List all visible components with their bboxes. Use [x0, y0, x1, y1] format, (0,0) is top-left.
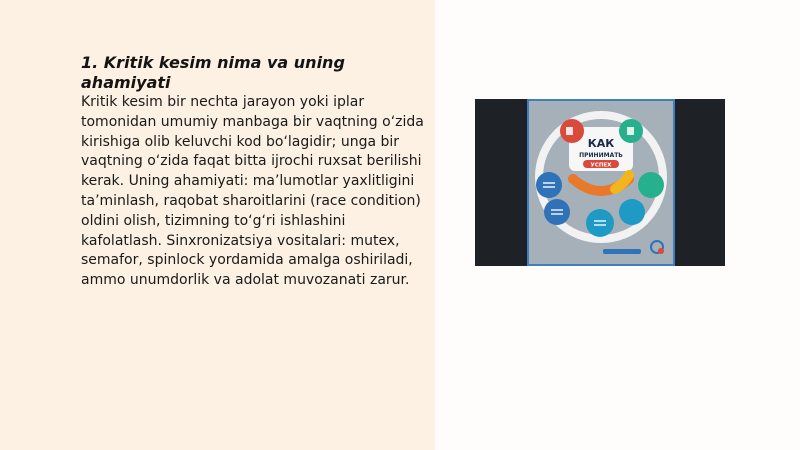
- slide-body-text: Kritik kesim bir nechta jarayon yoki iplar tomonidan umumiy manbaga bir vaqtning o‘zida kirishiga olib keluvchi kod bo‘lagidir; unga bir vaqtning o‘zida faqat bitta ijrochi ruxsat berilishi kerak. Uning ahamiyati: ma’lumotlar yaxlitligini ta’minlash, raqobat sharoitlarini (race condition) oldini olish, tizimning to‘g‘ri ishlashini kafolatlash. Sinxronizatsiya vositalari: mutex, semafor, spinlock yordamida amalga oshiriladi, ammo unumdorlik va adolat muvozanati zarur.: [81, 94, 424, 289]
- right-top-bubble-icon: [638, 172, 664, 198]
- infographic-artwork: [475, 99, 725, 266]
- right-bottom-bubble-icon: [619, 199, 645, 225]
- poster-subheading: ПРИНИМАТЬ: [579, 152, 623, 159]
- poster-heading: КАК: [587, 137, 615, 150]
- slide-title: 1. Kritik kesim nima va uning ahamiyati: [81, 53, 345, 92]
- poster-badge-label: УСПЕХ: [590, 162, 612, 169]
- left-top-bubble-icon: [536, 172, 562, 198]
- bottom-bubble-icon: [586, 209, 614, 237]
- footer-bar: [603, 249, 641, 254]
- infographic-image: [475, 99, 725, 266]
- left-bottom-bubble-icon: [544, 199, 570, 225]
